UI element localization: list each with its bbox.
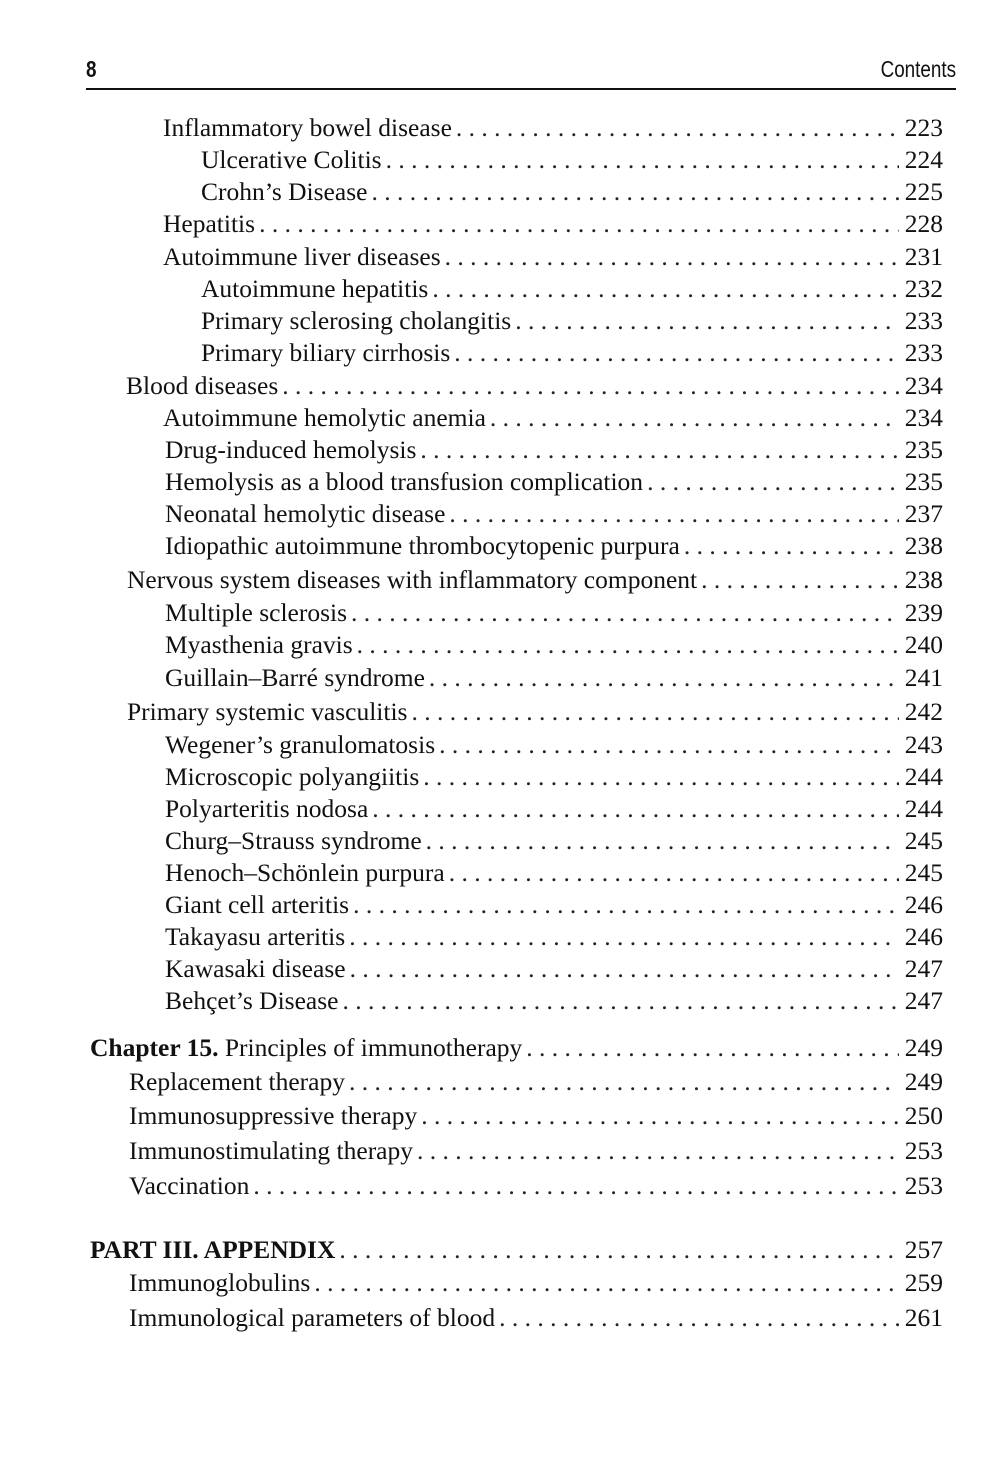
toc-entry	[165, 953, 943, 985]
leader-dots	[371, 176, 898, 208]
toc-entry-label: Neonatal hemolytic disease	[165, 499, 446, 528]
toc-entry	[165, 530, 943, 562]
toc-entry	[129, 1135, 943, 1167]
toc-entry-label: Microscopic polyangiitis	[165, 762, 420, 791]
toc-entry-label: Nervous system diseases with inflammatory component	[127, 565, 698, 594]
toc-entry-label: Immunosuppressive therapy	[129, 1101, 418, 1130]
toc-entry	[165, 629, 943, 661]
toc-entry-page: 233	[904, 338, 943, 367]
toc-entry-page: 243	[904, 730, 943, 759]
toc-entry	[129, 1267, 943, 1299]
leader-dots	[449, 498, 898, 530]
leader-dots	[515, 305, 899, 337]
toc-entry-label: Henoch–Schönlein purpura	[165, 858, 445, 887]
toc-entry	[129, 1100, 943, 1132]
toc-entry	[165, 597, 943, 629]
toc-entry	[127, 696, 943, 728]
toc-entry	[201, 144, 943, 176]
running-title: Contents	[880, 56, 956, 82]
leader-dots	[342, 985, 898, 1017]
toc-entry	[165, 662, 943, 694]
leader-dots	[339, 1234, 898, 1266]
toc-entry-page: 235	[904, 467, 943, 496]
chapter-title: Principles of immunotherapy	[224, 1033, 523, 1062]
toc-entry	[165, 466, 943, 498]
toc-entry-label: Hepatitis	[163, 209, 256, 238]
toc-entry	[201, 337, 943, 369]
toc-entry	[165, 985, 943, 1017]
leader-dots	[349, 921, 899, 953]
toc-entry-page: 244	[904, 794, 943, 823]
toc-entry-page: 245	[904, 826, 943, 855]
toc-entry-label: Polyarteritis nodosa	[165, 794, 369, 823]
toc-entry-page: 225	[904, 177, 943, 206]
toc-entry-page: 247	[904, 954, 943, 983]
toc-entry-page: 253	[904, 1136, 943, 1165]
toc-entry-page: 257	[904, 1235, 943, 1264]
chapter-prefix: Chapter 15.	[90, 1033, 219, 1062]
toc-entry-label: Hemolysis as a blood transfusion complication	[165, 467, 644, 496]
toc-entry-label: Inflammatory bowel disease	[163, 113, 452, 142]
leader-dots	[439, 729, 899, 761]
toc-entry-label: Replacement therapy	[129, 1067, 345, 1096]
toc-entry	[163, 402, 943, 434]
leader-dots	[350, 953, 899, 985]
leader-dots	[429, 662, 899, 694]
toc-entry	[165, 498, 943, 530]
toc-entry	[165, 729, 943, 761]
toc-entry-label: Autoimmune liver diseases	[163, 242, 441, 271]
leader-dots	[282, 370, 898, 402]
leader-dots	[526, 1032, 898, 1064]
toc-entry-label: Immunoglobulins	[129, 1268, 311, 1297]
toc-entry	[163, 241, 943, 273]
toc-entry-page: 231	[904, 242, 943, 271]
toc-entry-page: 224	[904, 145, 943, 174]
toc-entry-page: 240	[904, 630, 943, 659]
leader-dots	[456, 112, 899, 144]
chapter-heading-label	[90, 1032, 526, 1064]
toc-entry-page: 235	[904, 435, 943, 464]
toc-entry-label: Giant cell arteritis	[165, 890, 350, 919]
toc-entry-label: Blood diseases	[126, 371, 279, 400]
toc-entry-label: Kawasaki disease	[165, 954, 346, 983]
leader-dots	[647, 466, 899, 498]
leader-dots	[351, 597, 899, 629]
toc-entry-page: 245	[904, 858, 943, 887]
leader-dots	[353, 889, 899, 921]
toc-entry	[165, 825, 943, 857]
toc-entry-label: Drug-induced hemolysis	[165, 435, 417, 464]
toc-entry-page: 232	[904, 274, 943, 303]
toc-entry-page: 238	[904, 565, 943, 594]
leader-dots	[454, 337, 898, 369]
toc-entry-page: 223	[904, 113, 943, 142]
leader-dots	[432, 273, 898, 305]
header-rule	[86, 88, 956, 90]
toc-entry-page: 261	[904, 1303, 943, 1332]
toc-entry-page: 228	[904, 209, 943, 238]
leader-dots	[684, 530, 899, 562]
toc-entry-page: 253	[904, 1171, 943, 1200]
toc-entry-label: Primary sclerosing cholangitis	[201, 306, 512, 335]
leader-dots	[357, 629, 899, 661]
toc-entry	[165, 857, 943, 889]
leader-dots	[499, 1302, 899, 1334]
toc-entry-label: Autoimmune hemolytic anemia	[163, 403, 486, 432]
toc-entry-label: Idiopathic autoimmune thrombocytopenic purpura	[165, 531, 680, 560]
toc-entry	[201, 305, 943, 337]
leader-dots	[349, 1066, 899, 1098]
leader-dots	[259, 208, 899, 240]
toc-entry	[163, 112, 943, 144]
toc-entry-label: Immunological parameters of blood	[129, 1303, 496, 1332]
leader-dots	[445, 241, 899, 273]
toc-entry-label: Ulcerative Colitis	[201, 145, 382, 174]
toc-entry-label: Primary biliary cirrhosis	[201, 338, 451, 367]
toc-entry-page: 241	[904, 663, 943, 692]
toc-entry	[165, 434, 943, 466]
toc-entry-page: 239	[904, 598, 943, 627]
toc-entry-page: 238	[904, 531, 943, 560]
toc-entry-page: 233	[904, 306, 943, 335]
toc-entry-page: 242	[904, 697, 943, 726]
part-heading	[90, 1234, 943, 1266]
toc-entry-label: Behçet’s Disease	[165, 986, 339, 1015]
toc-entry-label: Takayasu arteritis	[165, 922, 346, 951]
toc-entry	[127, 564, 943, 596]
toc-entry-page: 234	[904, 371, 943, 400]
leader-dots	[423, 761, 898, 793]
toc-entry-page: 244	[904, 762, 943, 791]
toc-entry-page: 249	[904, 1033, 943, 1062]
toc-entry	[163, 208, 943, 240]
toc-entry-page: 249	[904, 1067, 943, 1096]
toc-entry-page: 237	[904, 499, 943, 528]
toc-entry-label: Multiple sclerosis	[165, 598, 348, 627]
leader-dots	[372, 793, 898, 825]
leader-dots	[420, 434, 898, 466]
toc-entry-label: Vaccination	[129, 1171, 250, 1200]
page-number: 8	[86, 56, 97, 82]
toc-entry-page: 247	[904, 986, 943, 1015]
leader-dots	[490, 402, 899, 434]
toc-entry	[165, 921, 943, 953]
toc-entry	[165, 761, 943, 793]
toc-entry-label: Wegener’s granulomatosis	[165, 730, 436, 759]
toc-entry-page: 246	[904, 890, 943, 919]
toc-entry-label: Myasthenia gravis	[165, 630, 353, 659]
toc-entry-label: Guillain–Barré syndrome	[165, 663, 425, 692]
toc-entry	[126, 370, 943, 402]
leader-dots	[449, 857, 899, 889]
toc-entry-label: Autoimmune hepatitis	[201, 274, 429, 303]
part-title: PART III. APPENDIX	[90, 1235, 336, 1264]
leader-dots	[417, 1135, 899, 1167]
toc-entry	[201, 273, 943, 305]
toc-entry-label: Immunostimulating therapy	[129, 1136, 413, 1165]
toc-entry-page: 234	[904, 403, 943, 432]
toc-entry	[201, 176, 943, 208]
toc-entry	[129, 1302, 943, 1334]
toc-entry-page: 259	[904, 1268, 943, 1297]
leader-dots	[426, 825, 899, 857]
running-head	[86, 52, 956, 86]
toc-entry-label: Crohn’s Disease	[201, 177, 368, 206]
leader-dots	[701, 564, 899, 596]
toc-entry-label: Churg–Strauss syndrome	[165, 826, 422, 855]
leader-dots	[314, 1267, 898, 1299]
toc-entry	[129, 1066, 943, 1098]
toc-entry-page: 250	[904, 1101, 943, 1130]
toc-entry-page: 246	[904, 922, 943, 951]
toc-entry	[165, 793, 943, 825]
toc-entry	[165, 889, 943, 921]
chapter-heading	[90, 1032, 943, 1064]
toc-entry	[129, 1170, 943, 1202]
leader-dots	[411, 696, 898, 728]
toc-entry-label: Primary systemic vasculitis	[127, 697, 408, 726]
leader-dots	[386, 144, 899, 176]
leader-dots	[253, 1170, 898, 1202]
leader-dots	[421, 1100, 899, 1132]
